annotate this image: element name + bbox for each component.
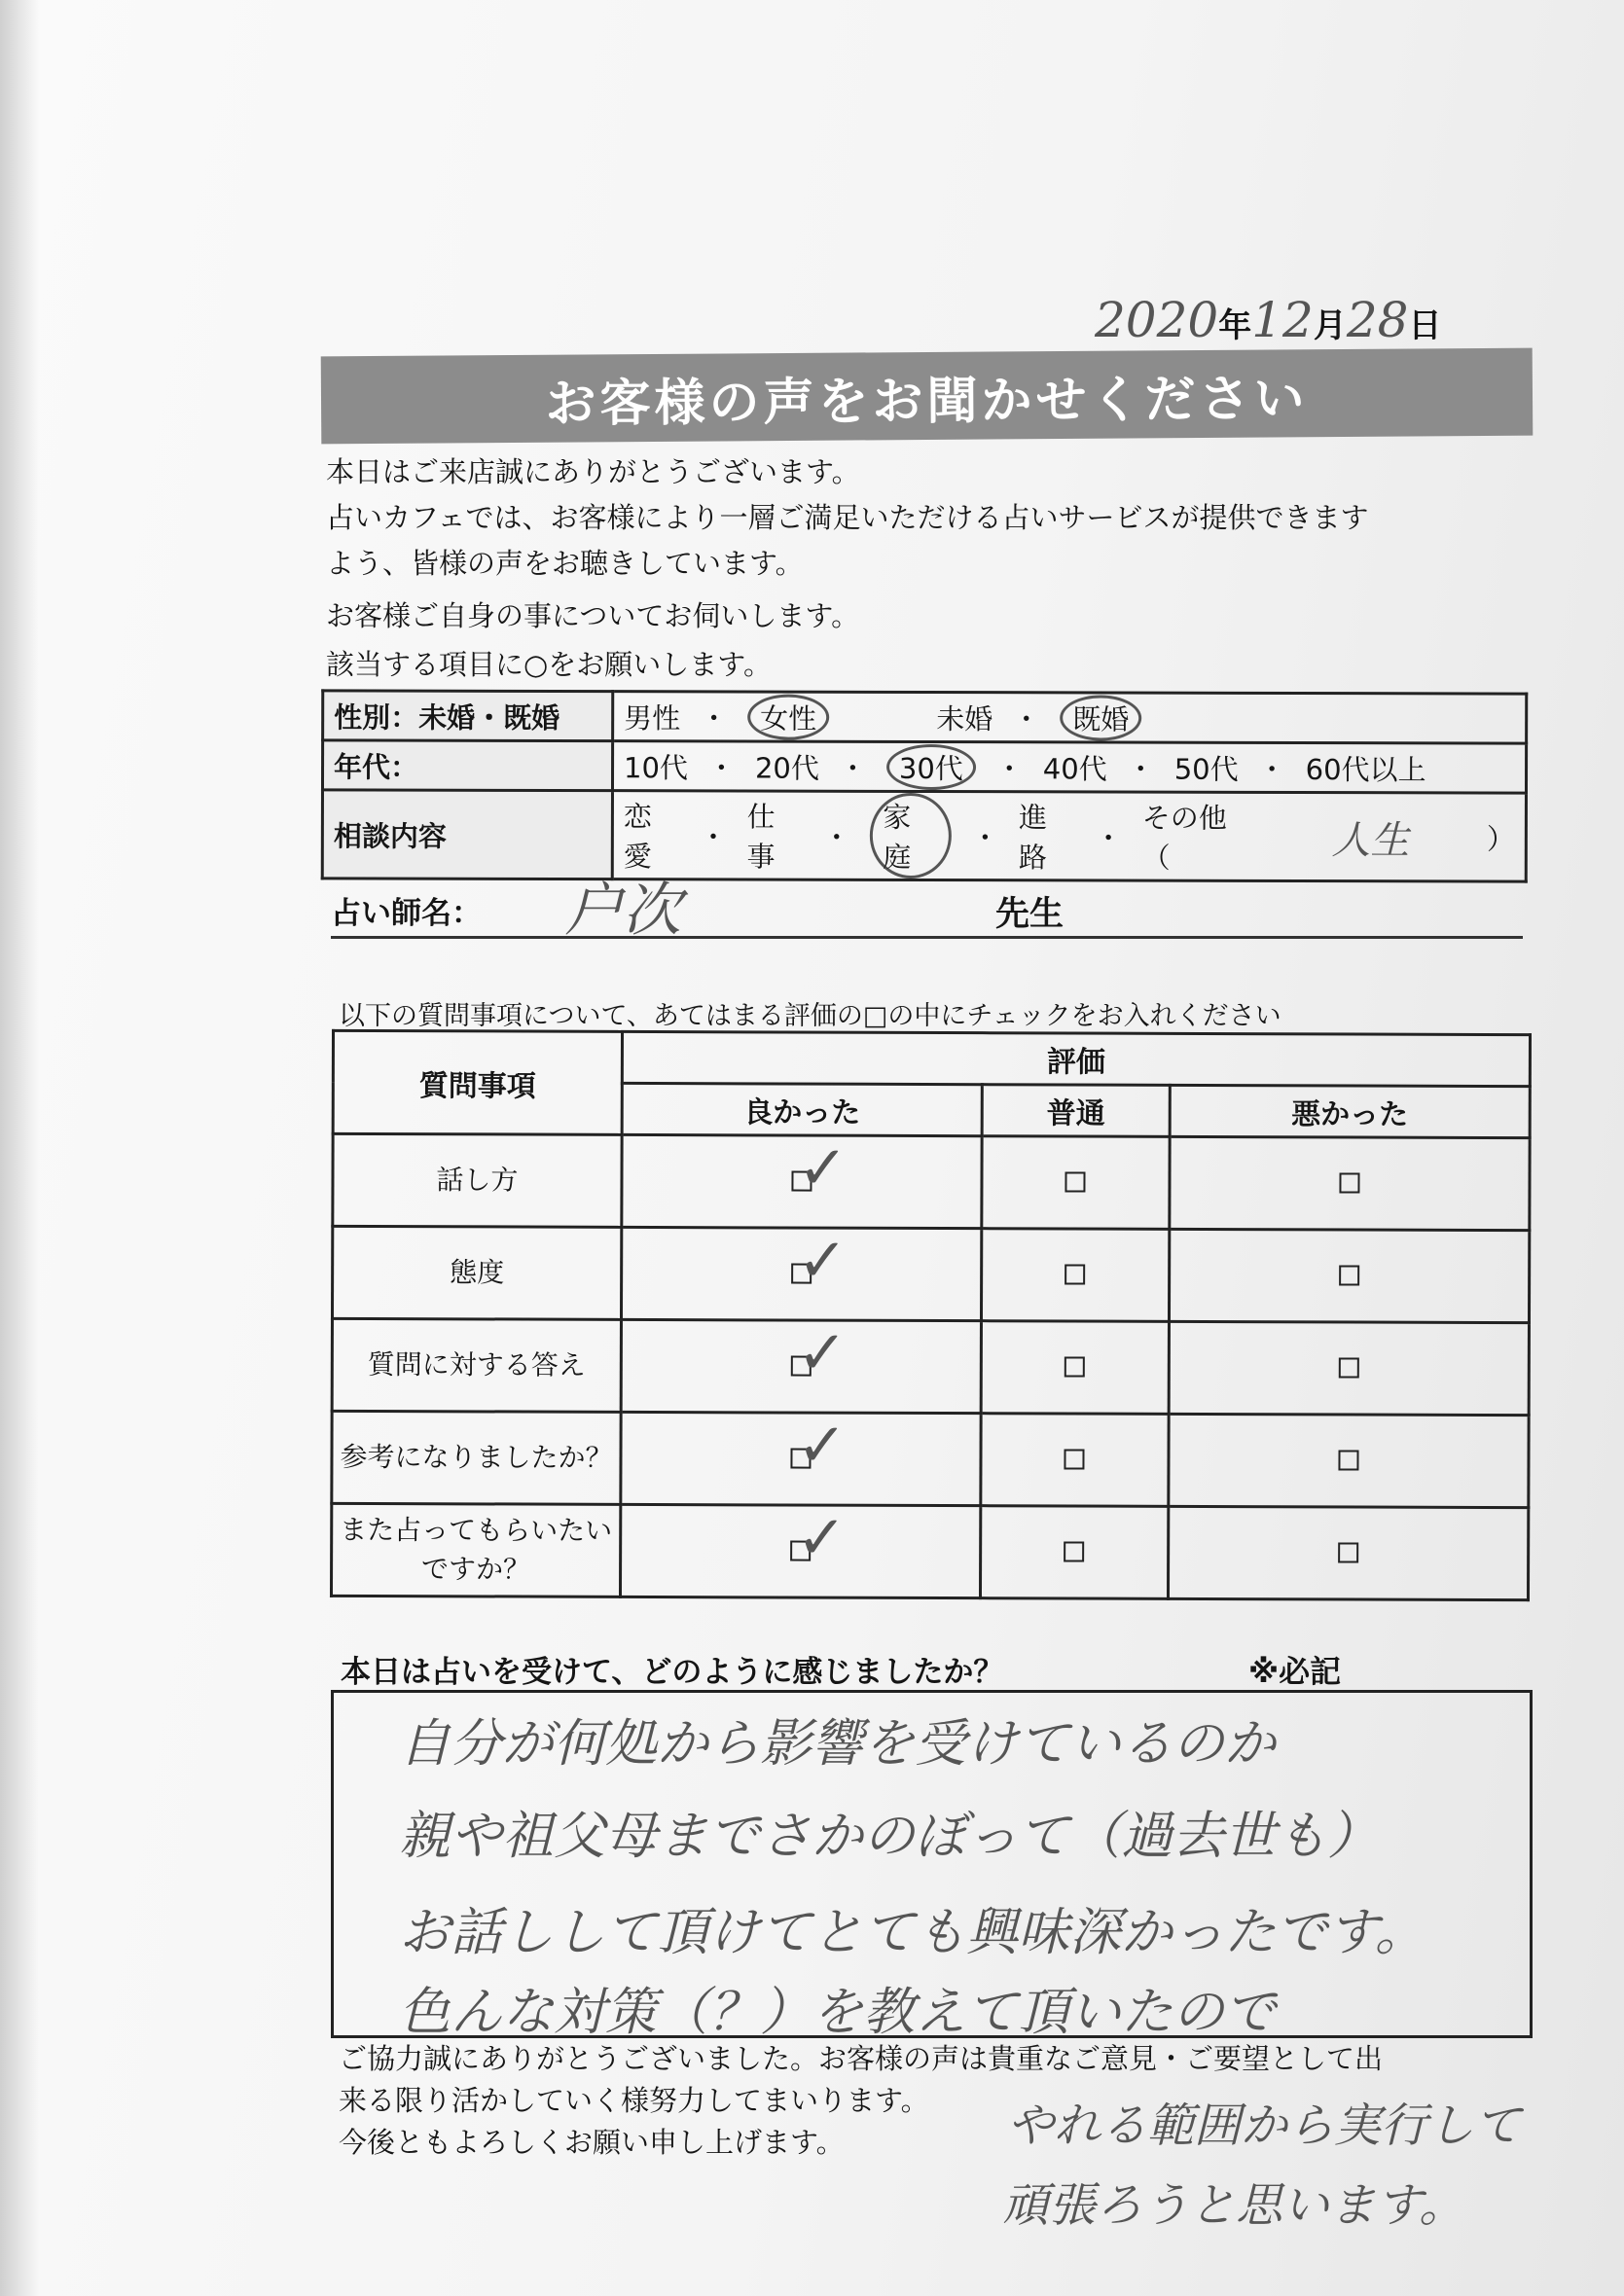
comment-line: 自分が何処から影響を受けているのか	[399, 1714, 1276, 1774]
rating-row	[331, 1503, 1528, 1599]
comment-line: お話しして頂けてとても興味深かったです。	[399, 1903, 1426, 1962]
option-male[interactable]: 男性	[624, 700, 681, 735]
checkbox-good[interactable]	[792, 1131, 848, 1203]
rating-question: 質問に対する答え	[332, 1318, 621, 1412]
checkbox-good[interactable]	[791, 1224, 848, 1296]
comment-line: 色んな対策（？）を教えて頂いたので	[399, 1983, 1276, 2042]
checkbox-good[interactable]	[791, 1409, 848, 1481]
comment-line-overflow: 頑張ろうと思います。	[1002, 2178, 1466, 2233]
option-separator: ・	[994, 751, 1024, 785]
option-work[interactable]: 仕事	[746, 800, 776, 874]
profile-label: 性別：未婚・既婚	[323, 691, 613, 741]
checkbox-average[interactable]	[1065, 1171, 1086, 1192]
checkbox-average[interactable]	[1065, 1356, 1085, 1377]
page-title: お客様の声をお聞かせください	[545, 369, 1309, 434]
check-mark: ✓	[797, 1224, 848, 1296]
option-married-circled[interactable]: 既婚	[1060, 695, 1141, 740]
option-separator: ・	[700, 700, 729, 735]
title-banner	[321, 348, 1534, 445]
checkbox-average[interactable]	[1065, 1449, 1085, 1469]
thanks-line: 来る限り活かしていく様努力してまいります。	[339, 2084, 929, 2117]
checkbox-average[interactable]	[1065, 1264, 1086, 1284]
rating-row	[332, 1411, 1529, 1507]
column-average: 普通	[982, 1085, 1170, 1137]
option-10s[interactable]: 10代	[624, 750, 688, 784]
intro-line: よう、皆様の声をお聴きしています。	[326, 547, 804, 580]
intro-line: 本日はご来店誠にありがとうございます。	[326, 455, 860, 488]
checkbox-good[interactable]	[791, 1316, 848, 1388]
checkbox-bad[interactable]	[1338, 1450, 1358, 1470]
check-mark: ✓	[797, 1131, 848, 1203]
fortune-teller-name[interactable]: 户次	[564, 877, 681, 945]
rating-table	[330, 1029, 1532, 1601]
option-separator: ・	[699, 819, 728, 853]
profile-label: 年代：	[322, 740, 612, 791]
profile-table	[321, 689, 1529, 882]
intro-text	[326, 449, 1369, 587]
fortune-teller-line	[331, 876, 1523, 945]
eval-header: 評価	[622, 1031, 1530, 1086]
option-career[interactable]: 進路	[1018, 801, 1048, 875]
option-unmarried[interactable]: 未婚	[936, 701, 993, 735]
comment-line-overflow: やれる範囲から実行して	[1007, 2099, 1522, 2153]
option-separator: ・	[822, 820, 851, 854]
option-separator: ・	[838, 751, 867, 785]
rating-row	[333, 1133, 1530, 1230]
date-month-label: 月	[1313, 306, 1347, 345]
date-month: 12	[1251, 292, 1314, 348]
profile-row-topic	[322, 790, 1526, 881]
rating-question: 話し方	[333, 1133, 622, 1227]
comment-line: 親や祖父母までさかのぼって（過去世も）	[399, 1807, 1379, 1866]
checkbox-bad[interactable]	[1339, 1265, 1359, 1285]
thanks-line: ご協力誠にありがとうございました。お客様の声は貴重なご意見・ご要望として出	[339, 2042, 1384, 2075]
option-separator: ・	[1094, 820, 1123, 855]
rating-instructions: 以下の質問事項について、あてはまる評価の□の中にチェックをお入れください	[339, 1001, 1281, 1031]
date-day: 28	[1346, 292, 1409, 348]
option-60s-plus[interactable]: 60代以上	[1305, 752, 1426, 786]
fortune-teller-suffix: 先生	[995, 895, 1065, 934]
comment-label: 本日は占いを受けて、どのように感じましたか？	[341, 1655, 1004, 1690]
column-bad: 悪かった	[1170, 1085, 1530, 1137]
option-love[interactable]: 恋愛	[623, 800, 652, 874]
option-50s[interactable]: 50代	[1173, 752, 1239, 786]
checkbox-bad[interactable]	[1339, 1357, 1359, 1378]
thanks-line: 今後ともよろしくお願い申し上げます。	[339, 2126, 845, 2159]
profile-label: 相談内容	[322, 790, 612, 879]
rating-row	[332, 1318, 1529, 1415]
checkbox-average[interactable]	[1065, 1541, 1085, 1561]
profile-instructions	[326, 592, 859, 689]
option-separator: ・	[1126, 752, 1155, 786]
intro-line: 占いカフェでは、お客様により一層ご満足いただける占いサービスが提供できます	[326, 501, 1369, 534]
rating-question: 態度	[332, 1226, 621, 1319]
rating-row	[332, 1226, 1529, 1322]
check-mark: ✓	[796, 1316, 848, 1388]
option-other[interactable]: その他（	[1141, 801, 1227, 875]
option-40s[interactable]: 40代	[1042, 751, 1107, 785]
column-good: 良かった	[622, 1083, 982, 1135]
question-header: 質問事項	[333, 1030, 622, 1134]
checkbox-good[interactable]	[790, 1501, 848, 1573]
profile-row-gender	[323, 691, 1527, 743]
page-shadow	[0, 0, 39, 2296]
fortune-teller-label: 占い師名：	[331, 896, 482, 931]
option-separator: ・	[970, 820, 1000, 854]
profile-options	[612, 741, 1526, 793]
option-other-fill[interactable]	[1274, 808, 1467, 865]
date-year: 2020	[1095, 292, 1219, 348]
profile-options	[613, 692, 1527, 743]
profile-row-age	[322, 740, 1526, 793]
option-other-close: ）	[1486, 822, 1515, 856]
checkbox-bad[interactable]	[1339, 1172, 1359, 1193]
option-30s-circled[interactable]: 30代	[886, 743, 976, 789]
option-20s[interactable]: 20代	[754, 751, 819, 785]
option-separator: ・	[706, 750, 737, 784]
option-family-circled[interactable]: 家庭	[870, 793, 952, 879]
required-note: ※必記	[1248, 1653, 1342, 1690]
rating-question: また占ってもらいたいですか？	[331, 1503, 620, 1596]
other-handwritten: 人生	[1331, 817, 1410, 863]
check-mark: ✓	[796, 1409, 848, 1481]
profile-options	[612, 791, 1526, 881]
rating-question: 参考になりましたか？	[332, 1411, 621, 1504]
check-mark: ✓	[796, 1501, 848, 1573]
date-line	[1095, 292, 1442, 348]
ask-line: お客様ご自身の事についてお伺いします。	[326, 599, 860, 632]
option-separator: ・	[1257, 752, 1286, 786]
option-female-circled[interactable]: 女性	[747, 694, 829, 739]
date-day-label: 日	[1408, 306, 1442, 345]
ask-line: 該当する項目に○をお願いします。	[326, 648, 772, 681]
checkbox-bad[interactable]	[1338, 1542, 1358, 1562]
date-year-label: 年	[1218, 306, 1252, 345]
option-separator: ・	[1012, 701, 1041, 735]
